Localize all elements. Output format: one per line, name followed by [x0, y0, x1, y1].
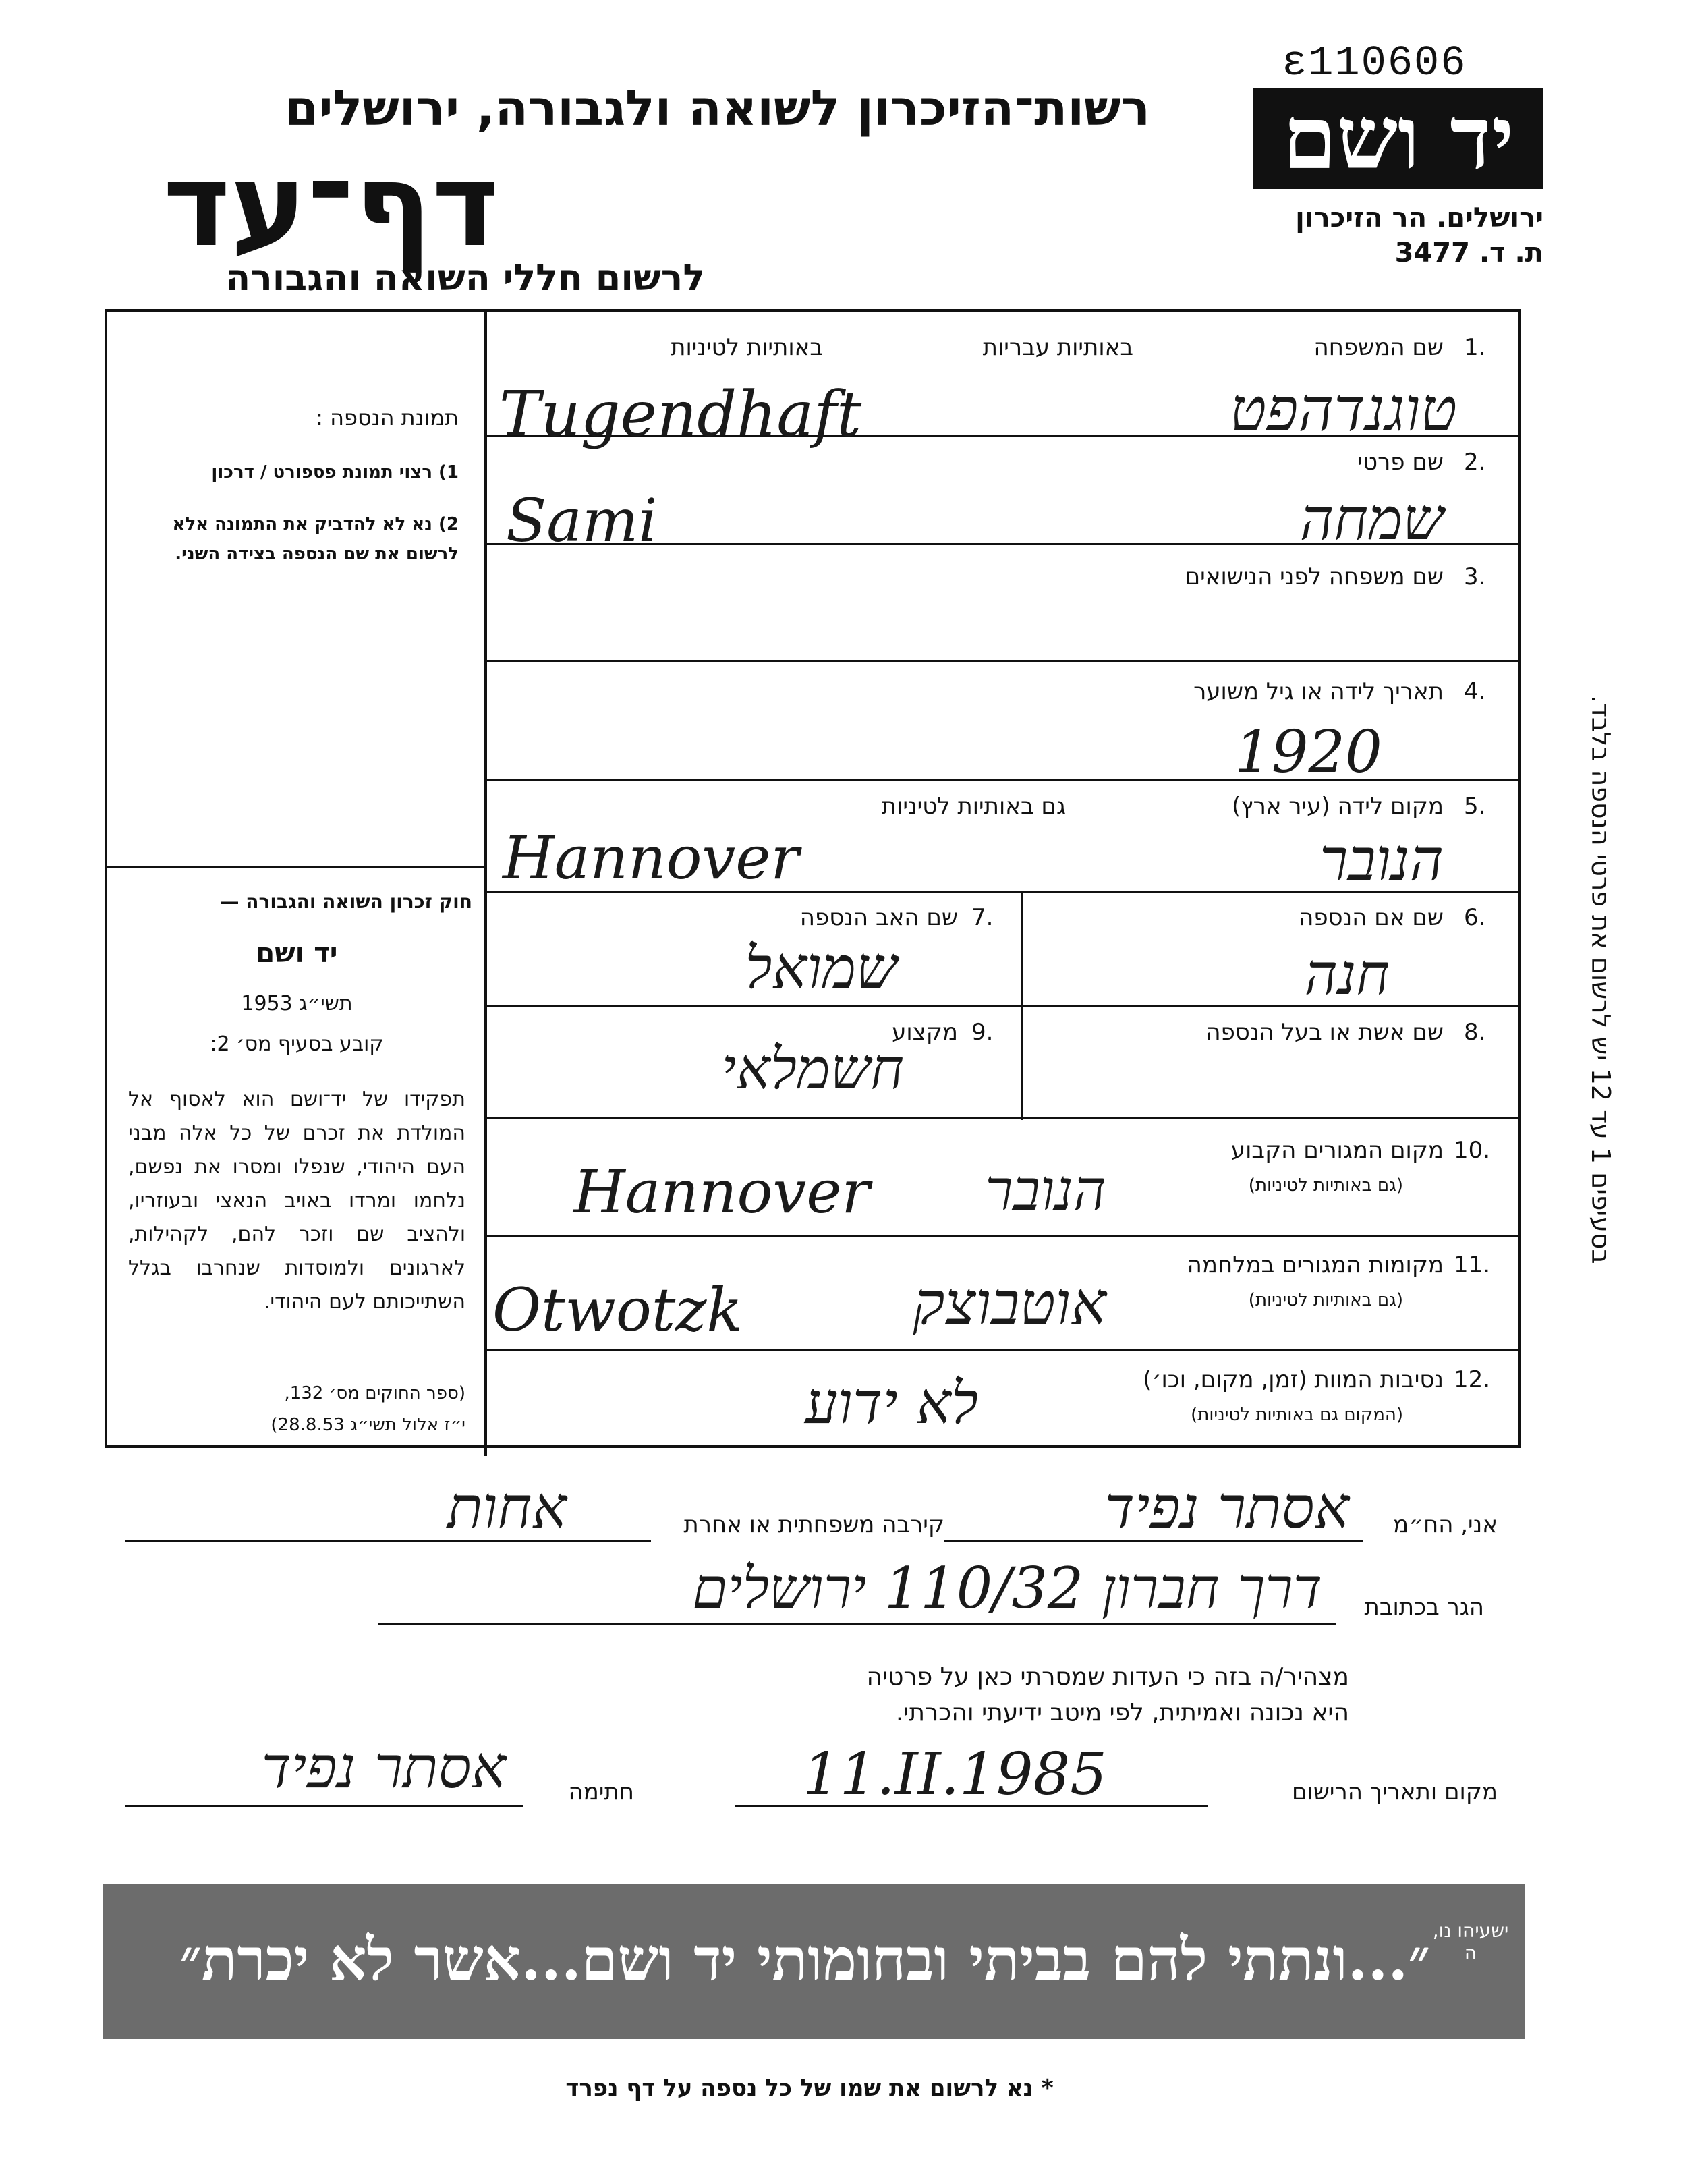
- declarant-label: אני, הח״מ: [1393, 1511, 1498, 1538]
- field-number: 10.: [1454, 1137, 1491, 1164]
- declarant-name-value[interactable]: אסתר נפיד: [1104, 1474, 1349, 1542]
- law-date: י״ז אלול תשי״ג 28.8.53): [271, 1415, 465, 1435]
- latin-letters-hint: גם באותיות לטיניות: [881, 793, 1066, 820]
- death-circumstances-value[interactable]: לא ידוע: [805, 1370, 978, 1437]
- row-divider: [486, 1117, 1518, 1119]
- field-number: 5.: [1464, 793, 1486, 820]
- authority-name: רשות־הזיכרון לשואה ולגבורה, ירושלים: [285, 80, 1150, 136]
- row-divider: [486, 1349, 1518, 1351]
- declaration-statement-1: מצהיר/ה בזה כי העדות שמסרתי כאן על פרטיה: [866, 1663, 1349, 1691]
- law-section: קובע בסעיף מס׳ 2:: [210, 1032, 384, 1056]
- field-number: 2.: [1464, 449, 1486, 476]
- document-number: ε110606: [1282, 39, 1467, 87]
- field-number: 7.: [971, 904, 994, 931]
- law-name: יד ושם: [256, 938, 338, 969]
- signature-label: חתימה: [568, 1779, 634, 1805]
- logo-address: ירושלים. הר הזיכרון: [1295, 202, 1543, 233]
- form-title: דף־עד: [163, 139, 499, 273]
- field-number: 12.: [1454, 1366, 1491, 1393]
- banner-source: ישעיהו נו, ה: [1432, 1920, 1509, 1964]
- surname-label: שם המשפחה: [1313, 334, 1444, 361]
- birth-place-hebrew-value[interactable]: הנובר: [1319, 827, 1444, 894]
- place-date-label: מקום ותאריך הרישום: [1292, 1779, 1498, 1805]
- field-number: 8.: [1464, 1019, 1486, 1046]
- row-divider: [486, 1235, 1518, 1237]
- address-underline: [378, 1623, 1336, 1625]
- birth-place-label: מקום לידה (עיר ארץ): [1231, 793, 1444, 820]
- residence-label: מקום המגורים הקבוע: [1230, 1137, 1444, 1164]
- surname-hebrew-value[interactable]: טוגנדהפט: [1229, 374, 1457, 445]
- banner-quote: ״...ונתתי להם בביתי ובחומותי יד ושם...אשר לא יכרת״: [179, 1926, 1430, 1994]
- logo-po-box: ת. ד. 3477: [1394, 237, 1543, 269]
- spouse-name-label: שם אשת או בעל הנספה: [1205, 1019, 1444, 1046]
- field-number: 1.: [1464, 334, 1486, 361]
- occupation-label: מקצוע: [892, 1019, 958, 1046]
- latin-letters-hint: באותיות לטיניות: [671, 334, 823, 361]
- residence-sub-hint: (גם באותיות לטיניות): [1248, 1175, 1403, 1196]
- left-panel-divider: [105, 866, 486, 868]
- form-subtitle: לרשום חללי השואה והגבורה: [225, 256, 705, 299]
- first-name-hebrew-value[interactable]: שמחה: [1299, 486, 1444, 553]
- column-divider: [484, 309, 487, 1456]
- first-name-latin-value[interactable]: Sami: [506, 486, 658, 555]
- death-circumstances-sub-hint: (המקום גם באותיות לטיניות): [1191, 1405, 1403, 1425]
- photo-title: תמונת הנספה :: [316, 405, 459, 430]
- wartime-residence-label: מקומות המגורים במלחמה: [1187, 1252, 1444, 1279]
- father-name-value[interactable]: שמואל: [745, 934, 897, 1002]
- side-note: בסעיפים 1 עד 12 יש לרשום את פרטי הנספה בלבד.: [1586, 695, 1616, 1264]
- wartime-residence-sub-hint: (גם באותיות לטיניות): [1248, 1290, 1403, 1310]
- field-number: 6.: [1464, 904, 1486, 931]
- wartime-residence-hebrew-value[interactable]: אוטבוצק: [913, 1268, 1106, 1338]
- occupation-value[interactable]: חשמלאי: [721, 1036, 904, 1102]
- signature-underline: [125, 1805, 523, 1807]
- law-title: חוק זכרון השואה והגבורה —: [220, 891, 472, 913]
- signature-value[interactable]: אסתר נפיד: [261, 1734, 506, 1801]
- yad-vashem-logo: יד ושם: [1253, 88, 1543, 189]
- surname-latin-value[interactable]: Tugendhaft: [499, 378, 862, 450]
- relation-label: קירבה משפחתית או אחרת: [683, 1511, 944, 1538]
- address-label: הגר בכתובת: [1364, 1594, 1484, 1621]
- father-name-label: שם האב הנספה: [799, 904, 958, 931]
- birth-place-latin-value[interactable]: Hannover: [503, 823, 799, 893]
- relation-value[interactable]: אחות: [447, 1474, 567, 1542]
- hebrew-letters-hint: באותיות עבריות: [982, 334, 1133, 361]
- address-value[interactable]: דרך חברון 110/32 ירושלים: [692, 1555, 1322, 1621]
- photo-note-2: 2) נא לא להדביק את התמונה אלא לרשום את שם הנספה בצידה השני.: [172, 514, 459, 564]
- law-year: תשי״ג 1953: [241, 992, 353, 1015]
- birth-date-value[interactable]: 1920: [1234, 719, 1382, 786]
- maiden-name-label: שם משפחה לפני הנישואים: [1185, 563, 1444, 590]
- law-reference: (ספר החוקים מס׳ 132,: [284, 1383, 465, 1403]
- law-text: תפקידו של יד־ושם הוא לאסוף אל המולדת את זכרם של כל אלה מבני העם היהודי, שנפלו ומסרו את נפשם, נלחמו ומרדו באויב הנאצי ובעוזריו, ולהציב שם וזכר להם, לקהילות, לארגונים ולמוסדות שנחרבו בגלל השתייכותם לעם היהודי.: [128, 1088, 465, 1314]
- field-number: 11.: [1454, 1252, 1491, 1279]
- column-divider-6-7: [1021, 891, 1023, 1120]
- footer-note: * נא לרשום את שמו של כל נספה על דף נפרד: [565, 2075, 1054, 2102]
- declaration-statement-2: היא נכונה ואמיתית, לפי מיטב ידיעתי והכרתי.: [895, 1699, 1349, 1727]
- wartime-residence-latin-value[interactable]: Otwotzk: [492, 1275, 743, 1345]
- mother-name-value[interactable]: חנה: [1304, 941, 1390, 1007]
- residence-latin-value[interactable]: Hannover: [573, 1157, 870, 1227]
- mother-name-label: שם אם הנספה: [1299, 904, 1444, 931]
- field-number: 9.: [971, 1019, 994, 1046]
- photo-note-1: 1) רצוי תמונת פספורט / דרכון: [211, 462, 459, 482]
- place-date-value[interactable]: 11.II.1985: [803, 1741, 1107, 1808]
- death-circumstances-label: נסיבות המוות (זמן, מקום, וכו׳): [1143, 1366, 1444, 1393]
- row-divider: [486, 660, 1518, 662]
- field-number: 3.: [1464, 563, 1486, 590]
- birth-date-label: תאריך לידה או גיל משוער: [1193, 678, 1444, 705]
- first-name-label: שם פרטי: [1357, 449, 1444, 476]
- residence-hebrew-value[interactable]: הנובר: [985, 1157, 1106, 1223]
- field-number: 4.: [1464, 678, 1486, 705]
